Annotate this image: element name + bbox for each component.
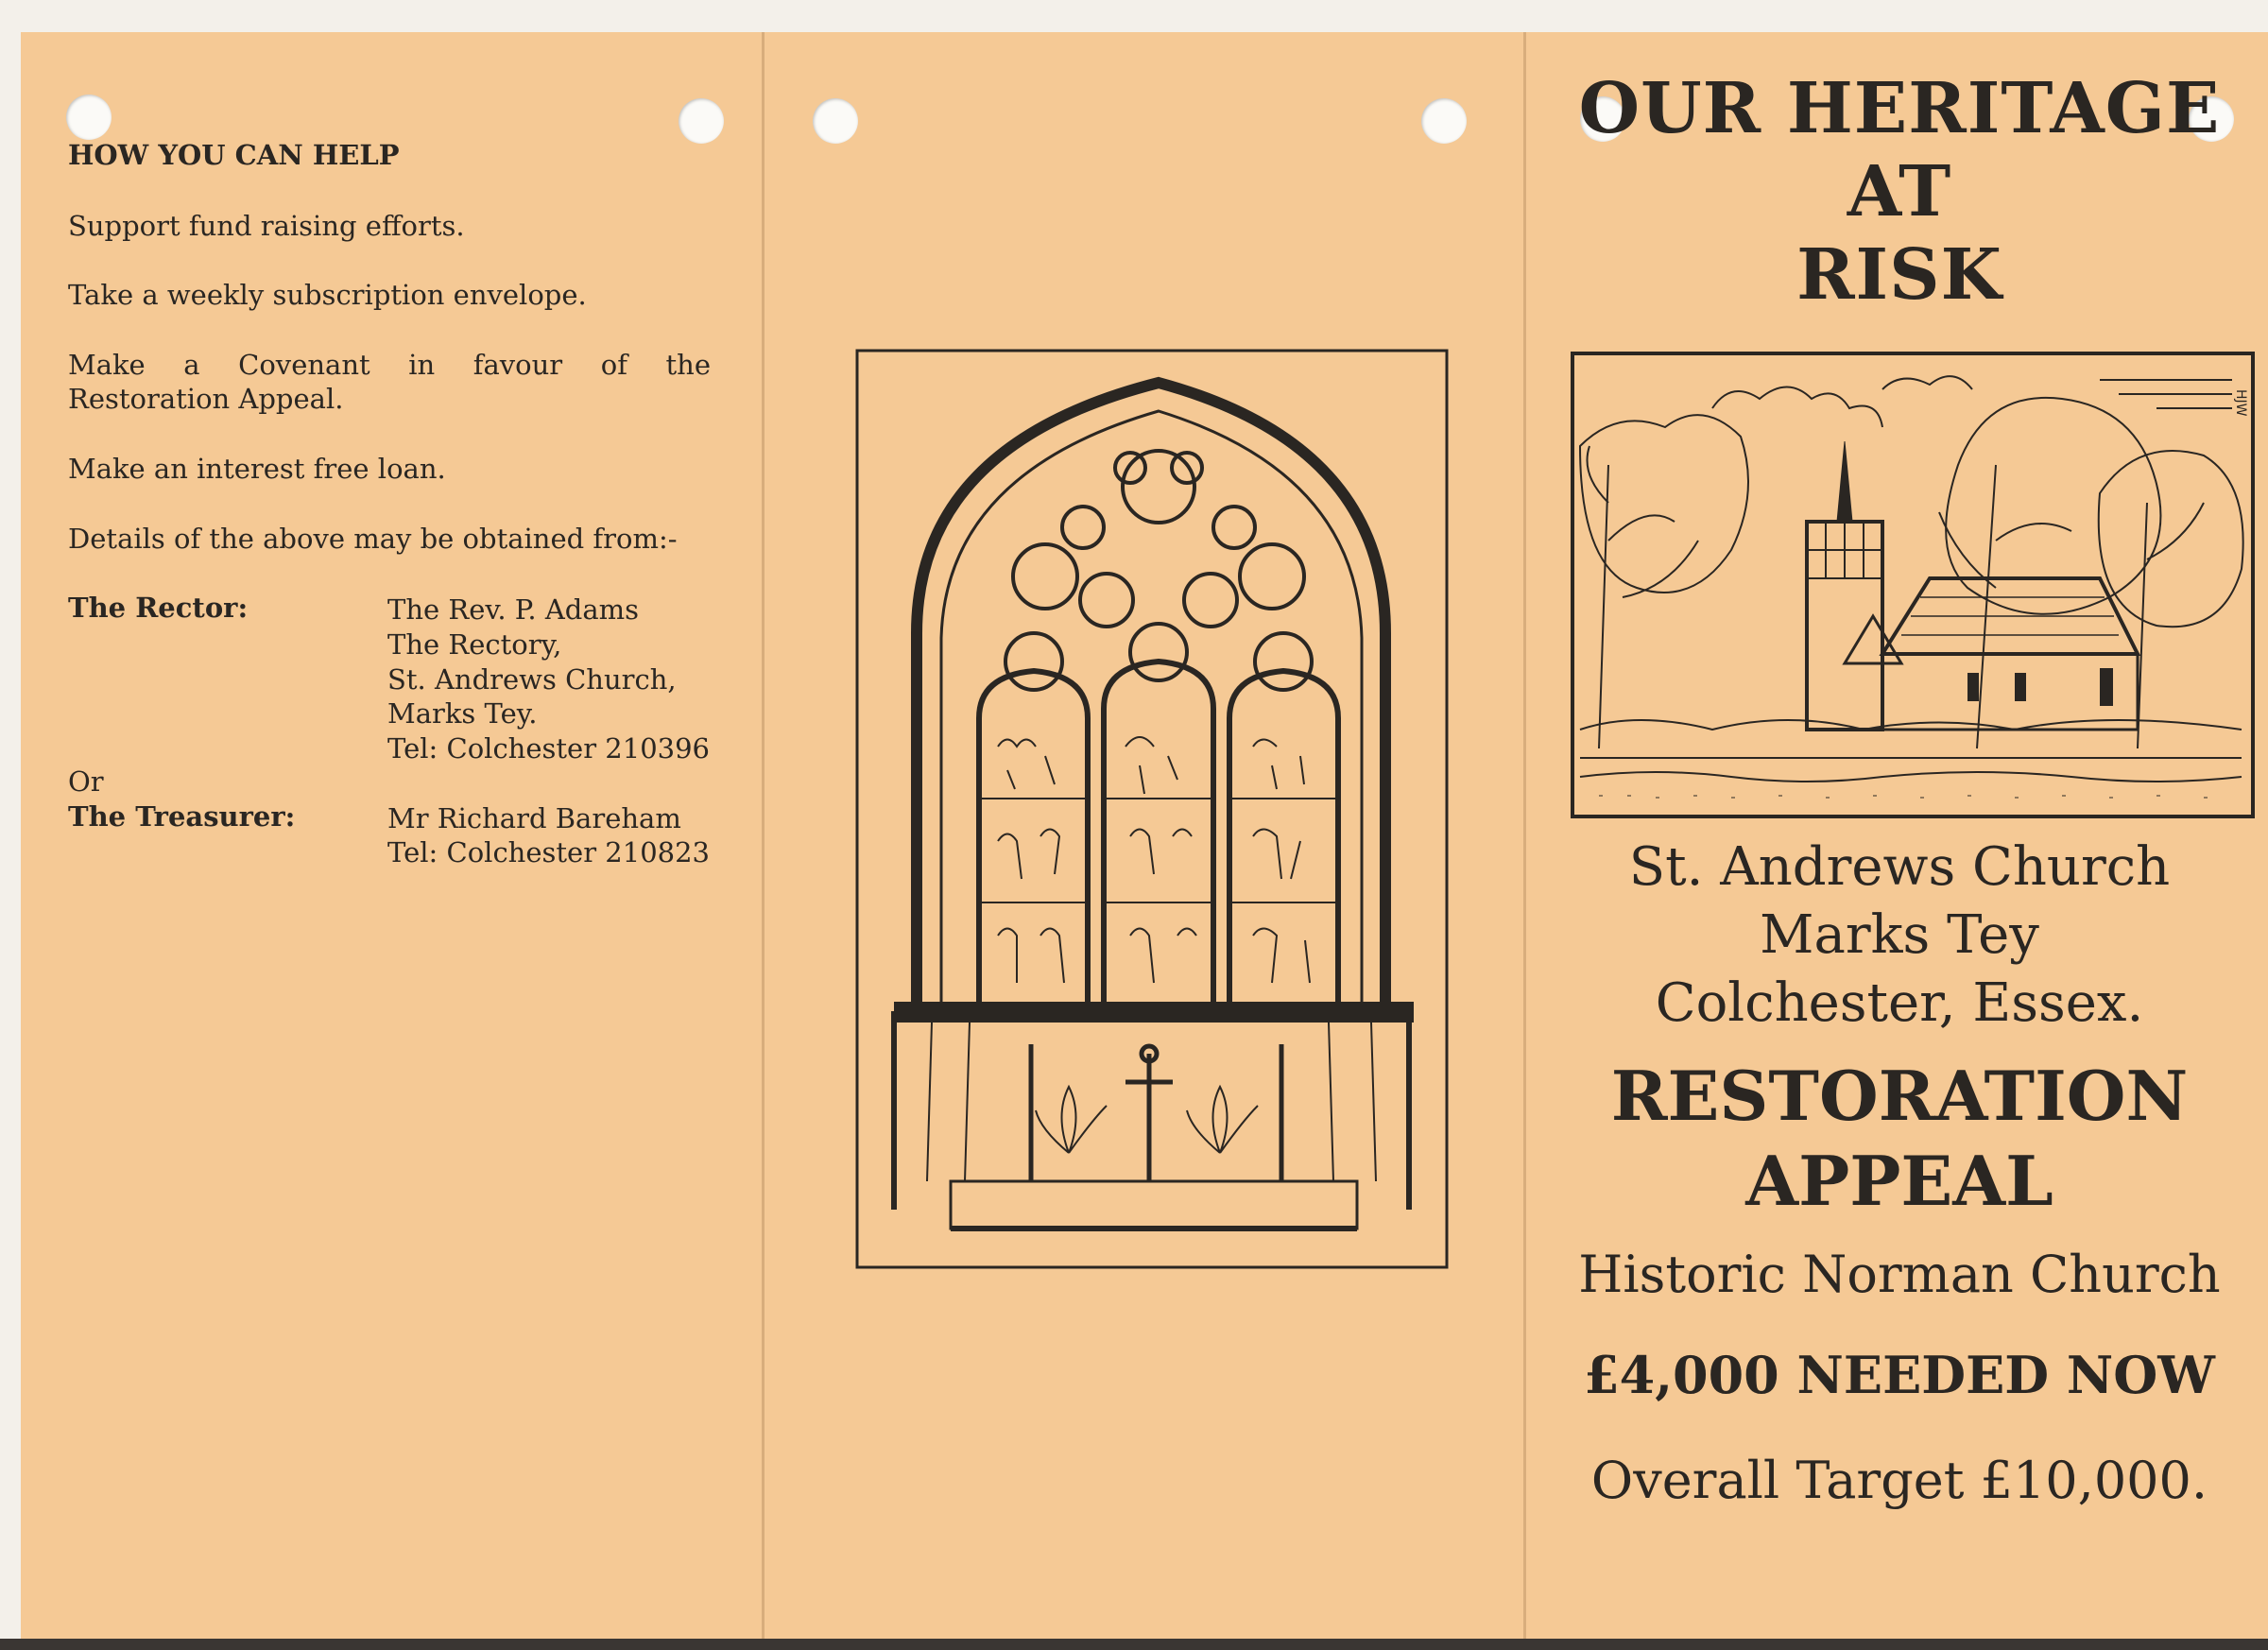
title-line: OUR HERITAGE xyxy=(1578,68,2221,149)
rector-line: The Rev. P. Adams xyxy=(387,593,640,626)
punch-hole xyxy=(1421,98,1467,144)
title-line: AT xyxy=(1847,151,1952,232)
scanner-bed-edge xyxy=(0,1639,2268,1650)
treasurer-line: Mr Richard Bareham xyxy=(387,802,681,834)
help-item: Restoration Appeal. xyxy=(68,383,344,415)
artist-signature: HJW xyxy=(2233,389,2248,417)
help-item: Details of the above may be obtained from:- xyxy=(68,523,678,555)
appeal-line: APPEAL xyxy=(1745,1141,2053,1221)
church-window-illustration xyxy=(856,350,1448,1268)
appeal-line: RESTORATION xyxy=(1610,1056,2189,1136)
title-line: RISK xyxy=(1796,234,2002,316)
help-item: Take a weekly subscription envelope. xyxy=(68,279,587,311)
rector-label: The Rector: xyxy=(68,592,249,624)
punch-hole xyxy=(813,98,858,144)
address-line: Colchester, Essex. xyxy=(1655,972,2144,1034)
funding-needed: £4,000 NEEDED NOW xyxy=(1584,1345,2215,1405)
help-heading: HOW YOU CAN HELP xyxy=(68,139,400,171)
help-item: Support fund raising efforts. xyxy=(68,210,465,242)
help-item: Make a Covenant in favour of the xyxy=(68,349,711,381)
fold-line-left xyxy=(762,32,765,1639)
punch-hole xyxy=(679,98,724,144)
subtitle: Historic Norman Church xyxy=(1578,1245,2221,1304)
rector-line: The Rectory, xyxy=(387,628,562,661)
help-item: Make an interest free loan. xyxy=(68,453,446,485)
rector-line: St. Andrews Church, xyxy=(387,663,677,696)
rector-line: Tel: Colchester 210396 xyxy=(387,732,711,765)
or-label: Or xyxy=(68,765,104,798)
rector-line: Marks Tey. xyxy=(387,697,538,730)
punch-hole xyxy=(66,95,112,140)
fold-line-right xyxy=(1523,32,1526,1639)
address-line: St. Andrews Church xyxy=(1628,836,2171,898)
church-drawing xyxy=(1571,352,2255,818)
address-line: Marks Tey xyxy=(1760,904,2039,966)
treasurer-line: Tel: Colchester 210823 xyxy=(387,836,711,868)
treasurer-label: The Treasurer: xyxy=(68,800,296,833)
overall-target: Overall Target £10,000. xyxy=(1590,1451,2208,1510)
